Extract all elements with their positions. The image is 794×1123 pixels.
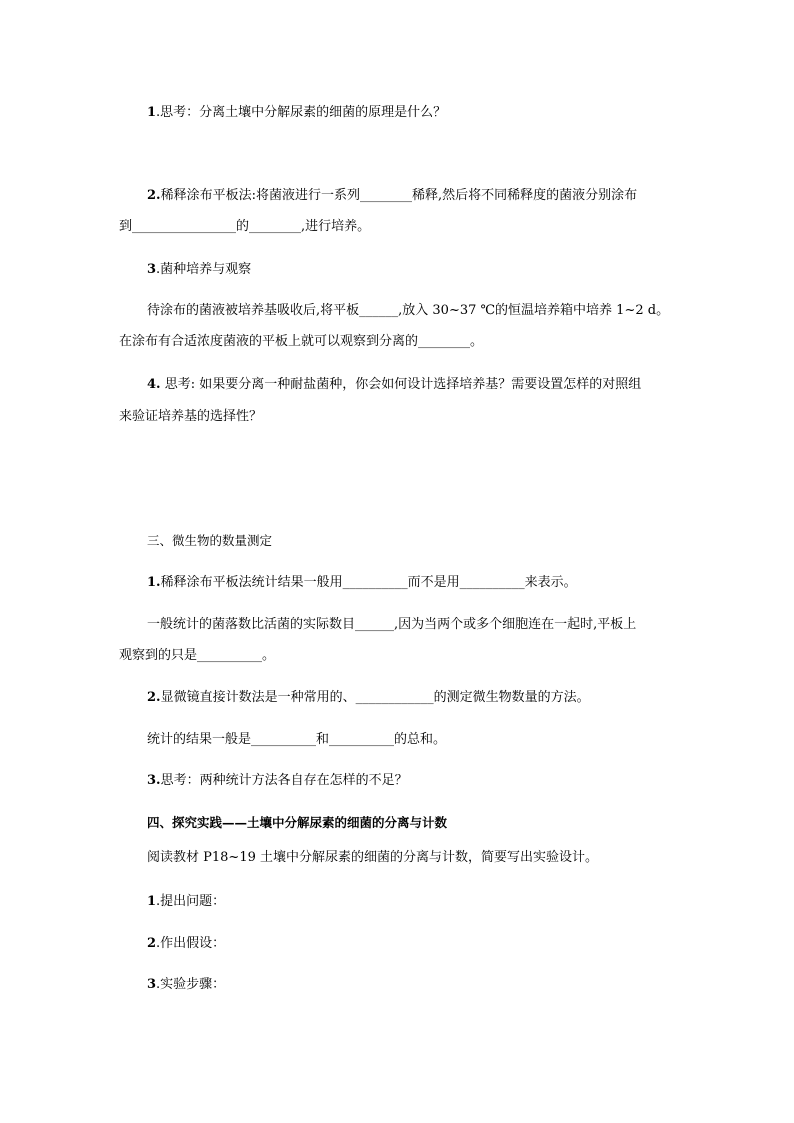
- section-4-item-1: [147, 894, 717, 910]
- question-text: 思考：两种统计方法各自存在怎样的不足？: [160, 773, 408, 788]
- section-4-item-3: [147, 977, 717, 993]
- item-text: .提出问题：: [156, 894, 226, 909]
- item-number: 1: [147, 894, 157, 909]
- section-3-question-3: [147, 773, 717, 789]
- item-number: 3: [147, 977, 157, 992]
- question-number: 1: [147, 105, 157, 120]
- question-text: 思考: 如果要分离一种耐盐菌种，你会如何设计选择培养基？需要设置怎样的对照组: [160, 377, 642, 392]
- question-number: 2.: [147, 690, 161, 705]
- question-number: 2.: [147, 188, 161, 203]
- question-1: [147, 105, 717, 121]
- section-4-intro: 阅读教材 P18~19 土壤中分解尿素的细菌的分离与计数，简要写出实验设计。: [147, 850, 598, 865]
- question-text: .思考：分离土壤中分解尿素的细菌的原理是什么？: [156, 105, 447, 120]
- section-3-question-2: [147, 690, 717, 706]
- item-text: .实验步骤：: [156, 977, 226, 992]
- question-3-line-2: 在涂布有合适浓度菌液的平板上就可以观察到分离的________。: [119, 334, 484, 349]
- question-number: 3.: [147, 773, 161, 788]
- section-3-paragraph-2: 统计的结果一般是__________和__________的总和。: [147, 732, 447, 747]
- item-number: 2: [147, 936, 157, 951]
- item-text: .作出假设：: [156, 936, 226, 951]
- section-3-question-1: [147, 575, 717, 591]
- section-4-title: 四、探究实践——土壤中分解尿素的细菌的分离与计数: [147, 815, 448, 830]
- section-3-paragraph-1-line-2: 观察到的只是__________。: [119, 648, 276, 663]
- question-2-line-2: 到________________的________,进行培养。: [119, 219, 371, 234]
- question-text: 稀释涂布平板法统计结果一般用__________而不是用__________来表示。: [160, 575, 577, 590]
- question-text: 稀释涂布平板法:将菌液进行一系列________稀释,然后将不同稀释度的菌液分别涂布: [160, 188, 638, 203]
- question-3-line-1: 待涂布的菌液被培养基吸收后,将平板______,放入 30~37 ℃的恒温培养箱中培养 1~2 d。: [147, 303, 670, 318]
- question-4-line-1: [147, 377, 717, 393]
- question-4-line-2: 来验证培养基的选择性？: [119, 409, 263, 424]
- question-text: 显微镜直接计数法是一种常用的、____________的测定微生物数量的方法。: [160, 690, 590, 705]
- question-number: 3: [147, 262, 157, 277]
- section-4-item-2: [147, 936, 717, 952]
- section-3-paragraph-1-line-1: 一般统计的菌落数比活菌的实际数目______,因为当两个或多个细胞连在一起时,平板上: [147, 617, 637, 632]
- question-3-title: [147, 262, 717, 278]
- question-title: .菌种培养与观察: [156, 262, 252, 277]
- question-number: 4.: [147, 377, 161, 392]
- section-3-title: 三、微生物的数量测定: [147, 533, 273, 548]
- question-number: 1.: [147, 575, 161, 590]
- question-2-line-1: [147, 188, 717, 204]
